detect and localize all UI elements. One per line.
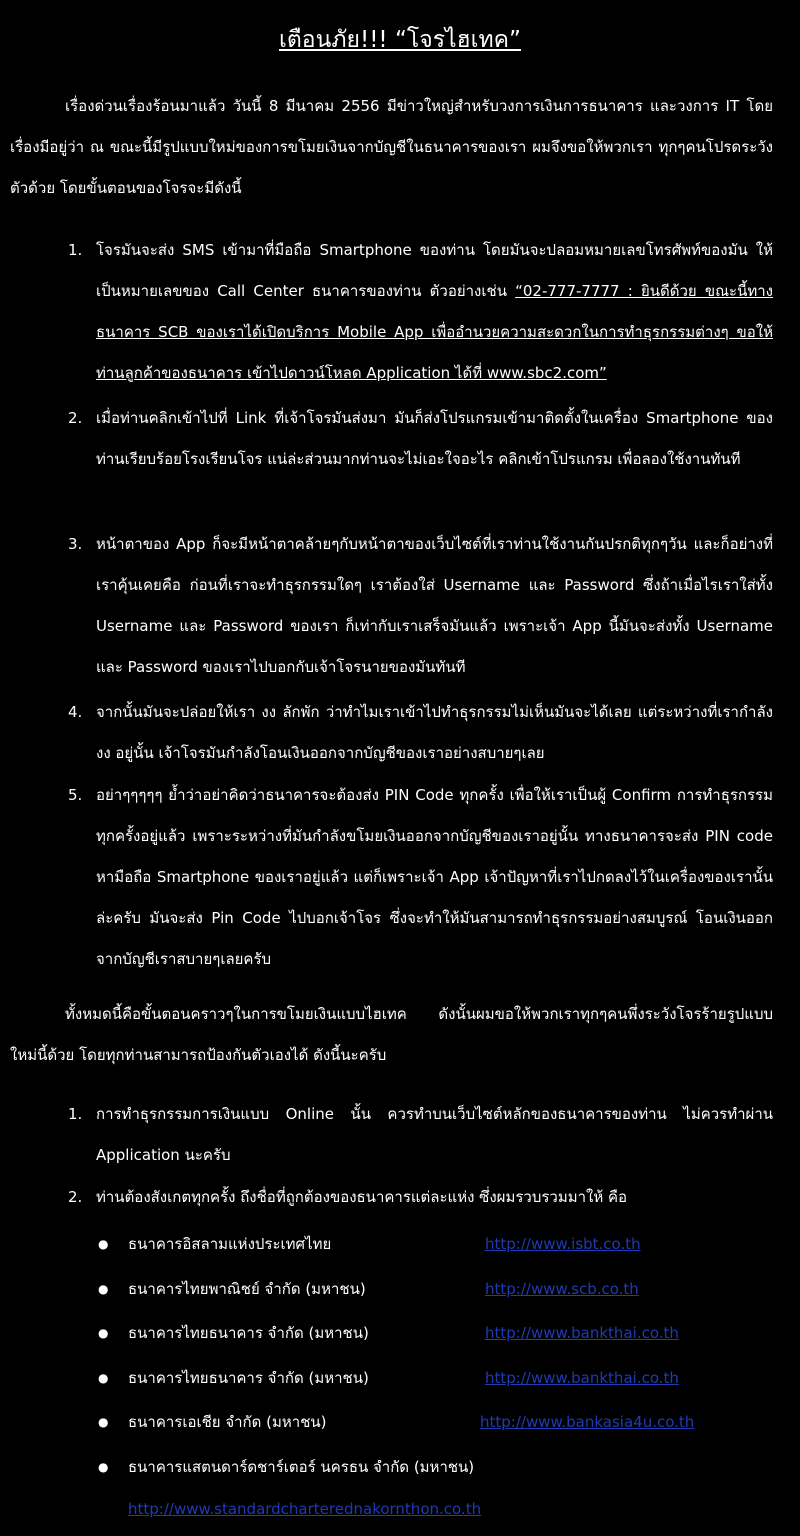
step-number: 5. (68, 786, 83, 804)
bank-list-item (98, 1274, 778, 1304)
sms-example-quote: “02-777-7777 : ยินดีด้วย ขณะนี้ทางธนาคาร SCB ของเราได้เปิดบริการ Mobile App เพื่ออำนวยความสะดวกในการทำธุรกรรมต่างๆ ขอให้ท่านลูกค้าของธนาคาร เข้าไปดาวน์โหลด Application ได้ที่ www.sbc2.com” (96, 282, 773, 382)
bank-link[interactable]: http://www.bankthai.co.th (485, 1324, 679, 1342)
bullet-icon: ● (98, 1282, 109, 1296)
bank-list-item (98, 1407, 778, 1437)
bullet-icon: ● (98, 1326, 109, 1340)
step-text: โจรมันจะส่ง SMS เข้ามาที่มือถือ Smartphone ของท่าน โดยมันจะปลอมหมายเลขโทรศัพท์ของมัน ให้เป็นหมายเลขของ Call Center ธนาคารของท่าน ตัวอย่างเช่น (96, 241, 773, 300)
step-text: จากนั้นมันจะปล่อยให้เรา งง ลักพัก ว่าทำไมเราเข้าไปทำธุรกรรมไม่เห็นมันจะได้เลย แต่ระหว่างที่เรากำลัง งง อยู่นั้น เจ้าโจรมันกำลังโอนเงินออกจากบัญชีของเราอย่างสบายๆเลย (96, 703, 773, 762)
step-text: อย่าๆๆๆๆๆ ย้ำว่าอย่าคิดว่าธนาคารจะต้องส่ง PIN Code ทุกครั้ง เพื่อให้เราเป็นผู้ Confirm การทำธุรกรรมทุกครั้งอยู่แล้ว เพราะระหว่างที่มันกำลังขโมยเงินออกจากบัญชีของเราอยู่นั้น ทางธนาคารจะส่ง PIN code หามือถือ Smartphone ของเราอยู่แล้ว แต่ก็เพราะเจ้า App เจ้าปัญหาที่เราไปกดลงไว้ในเครื่องของเรานั้นล่ะครับ มันจะส่ง Pin Code ไปบอกเจ้าโจร ซึ่งจะทำให้มันสามารถทำธุรกรรมอย่างสมบูรณ์ โอนเงินออกจากบัญชีเราสบายๆเลยครับ (96, 786, 773, 968)
bullet-icon: ● (98, 1371, 109, 1385)
step-number: 2. (68, 409, 83, 427)
intro-paragraph: เรื่องด่วนเรื่องร้อนมาแล้ว วันนี้ 8 มีนาคม 2556 มีข่าวใหญ่สำหรับวงการเงินการธนาคาร และวงการ IT โดยเรื่องมีอยู่ว่า ณ ขณะนี้มีรูปแบบใหม่ของการขโมยเงินจากบัญชีในธนาคารของเรา ผมจึงขอให้พวกเรา ทุกๆคนโปรดระวังตัวด้วย โดยขั้นตอนของโจรจะมีดังนี้ (10, 97, 773, 197)
step-number: 4. (68, 703, 83, 721)
bank-name: ธนาคารไทยพาณิชย์ จำกัด (มหาชน) (128, 1280, 366, 1298)
step-text: เมื่อท่านคลิกเข้าไปที่ Link ที่เจ้าโจรมันส่งมา มันก็ส่งโปรแกรมเข้ามาติดตั้งในเครื่อง Smartphone ของท่านเรียบร้อยโรงเรียนโจร แน่ล่ะส่วนมากท่านจะไม่เอะใจอะไร คลิกเข้าโปรแกรม เพื่อลองใช้งานทันที (96, 409, 773, 468)
bank-name: ธนาคารแสตนดาร์ดชาร์เตอร์ นครธน จำกัด (มหาชน) (128, 1458, 475, 1476)
bank-list-item (98, 1452, 778, 1482)
bank-list-item (98, 1229, 778, 1259)
step-number: 3. (68, 535, 83, 553)
bank-link[interactable]: http://www.scb.co.th (485, 1280, 639, 1298)
step-item-3 (68, 524, 773, 688)
bank-name: ธนาคารอิสลามแห่งประเทศไทย (128, 1235, 332, 1253)
bullet-icon: ● (98, 1460, 109, 1474)
tip-item-2 (68, 1177, 773, 1218)
bank-name: ธนาคารไทยธนาคาร จำกัด (มหาชน) (128, 1324, 369, 1342)
tip-item-1 (68, 1094, 773, 1176)
bank-link[interactable]: http://www.isbt.co.th (485, 1235, 641, 1253)
bullet-icon: ● (98, 1237, 109, 1251)
step-item-5 (68, 775, 773, 980)
summary-paragraph: ทั้งหมดนี้คือขั้นตอนคราวๆในการขโมยเงินแบบไฮเทค ดังนั้นผมขอให้พวกเราทุกๆคนพึ่งระวังโจรร้ายรูปแบบใหม่นี้ด้วย โดยทุกท่านสามารถป้องกันตัวเองได้ ดังนี้นะครับ (10, 1005, 773, 1064)
bank-name: ธนาคารเอเชีย จำกัด (มหาชน) (128, 1413, 327, 1431)
bank-link[interactable]: http://www.bankthai.co.th (485, 1369, 679, 1387)
bank-list-item (98, 1318, 778, 1348)
step-text: หน้าตาของ App ก็จะมีหน้าตาคล้ายๆกับหน้าตาของเว็บไซต์ที่เราท่านใช้งานกันปรกติทุกๆวัน และก็อย่างที่เราคุ้นเคยคือ ก่อนที่เราจะทำธุรกรรมใดๆ เราต้องใส่ Username และ Password ซึ่งถ้าเมื่อไรเราใส่ทั้ง Username และ Password ของเรา ก็เท่ากับเราเสร็จมันแล้ว เพราะเจ้า App นี้มันจะส่งทั้ง Username และ Password ของเราไปบอกกับเจ้าโจรนายของมันทันที (96, 535, 773, 676)
step-item-1 (68, 230, 773, 394)
tip-number: 1. (68, 1105, 83, 1123)
step-item-4 (68, 692, 773, 774)
page-title: เตือนภัย!!! “โจรไฮเทค” (279, 27, 521, 53)
tip-number: 2. (68, 1188, 83, 1206)
bank-link[interactable]: http://www.standardcharterednakornthon.co.th (128, 1500, 482, 1518)
bank-list-item (98, 1363, 778, 1393)
tip-text: ท่านต้องสังเกตทุกครั้ง ถึงชื่อที่ถูกต้องของธนาคารแต่ละแห่ง ซึ่งผมรวบรวมมาให้ คือ (96, 1188, 628, 1206)
tip-text: การทำธุรกรรมการเงินแบบ Online นั้น ควรทำบนเว็บไซต์หลักของธนาคารของท่าน ไม่ควรทำผ่าน Application นะครับ (96, 1105, 773, 1164)
step-number: 1. (68, 241, 83, 259)
step-item-2 (68, 398, 773, 480)
bullet-icon: ● (98, 1415, 109, 1429)
bank-link[interactable]: http://www.bankasia4u.co.th (480, 1413, 695, 1431)
bank-name: ธนาคารไทยธนาคาร จำกัด (มหาชน) (128, 1369, 369, 1387)
